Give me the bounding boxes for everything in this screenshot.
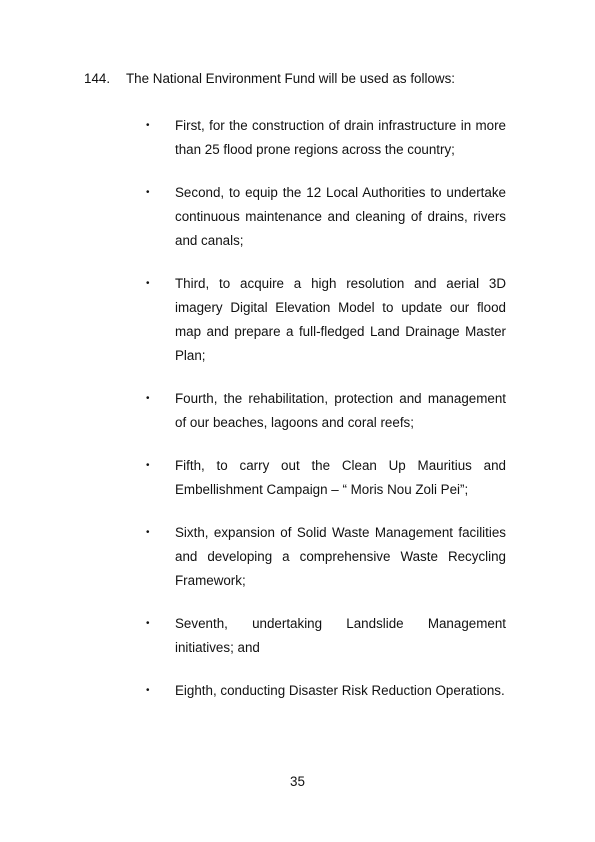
bullet-list bbox=[146, 114, 506, 722]
bullet-marker: • bbox=[146, 527, 150, 538]
list-item bbox=[146, 272, 506, 368]
list-item-text: Second, to equip the 12 Local Authorities to undertake continuous maintenance and cleaning of drains, rivers and canals; bbox=[175, 185, 506, 248]
bullet-marker: • bbox=[146, 618, 150, 629]
bullet-marker: • bbox=[146, 187, 150, 198]
list-item-text: Seventh, undertaking Landslide Management initiatives; and bbox=[175, 616, 506, 655]
list-item-text: Fourth, the rehabilitation, protection and management of our beaches, lagoons and coral reefs; bbox=[175, 391, 506, 430]
bullet-marker: • bbox=[146, 685, 150, 696]
list-item-text: First, for the construction of drain infrastructure in more than 25 flood prone regions across the country; bbox=[175, 118, 506, 157]
list-item bbox=[146, 181, 506, 253]
bullet-marker: • bbox=[146, 460, 150, 471]
list-item-text: Eighth, conducting Disaster Risk Reduction Operations. bbox=[175, 683, 505, 698]
bullet-marker: • bbox=[146, 278, 150, 289]
list-item bbox=[146, 679, 506, 703]
list-item bbox=[146, 114, 506, 162]
list-item bbox=[146, 612, 506, 660]
list-item-text: Fifth, to carry out the Clean Up Mauritius and Embellishment Campaign – “ Moris Nou Zoli Pei”; bbox=[175, 458, 506, 497]
list-item-text: Third, to acquire a high resolution and aerial 3D imagery Digital Elevation Model to update our flood map and prepare a full-fledged Land Drainage Master Plan; bbox=[175, 276, 506, 363]
bullet-marker: • bbox=[146, 393, 150, 404]
paragraph-number: 144. bbox=[84, 71, 111, 86]
list-item bbox=[146, 387, 506, 435]
paragraph-heading bbox=[84, 70, 455, 88]
bullet-marker: • bbox=[146, 120, 150, 131]
list-item-text: Sixth, expansion of Solid Waste Management facilities and developing a comprehensive Waste Recycling Framework; bbox=[175, 525, 506, 588]
list-item bbox=[146, 521, 506, 593]
list-item bbox=[146, 454, 506, 502]
paragraph-intro: The National Environment Fund will be used as follows: bbox=[126, 71, 455, 86]
page-number: 35 bbox=[290, 774, 305, 789]
